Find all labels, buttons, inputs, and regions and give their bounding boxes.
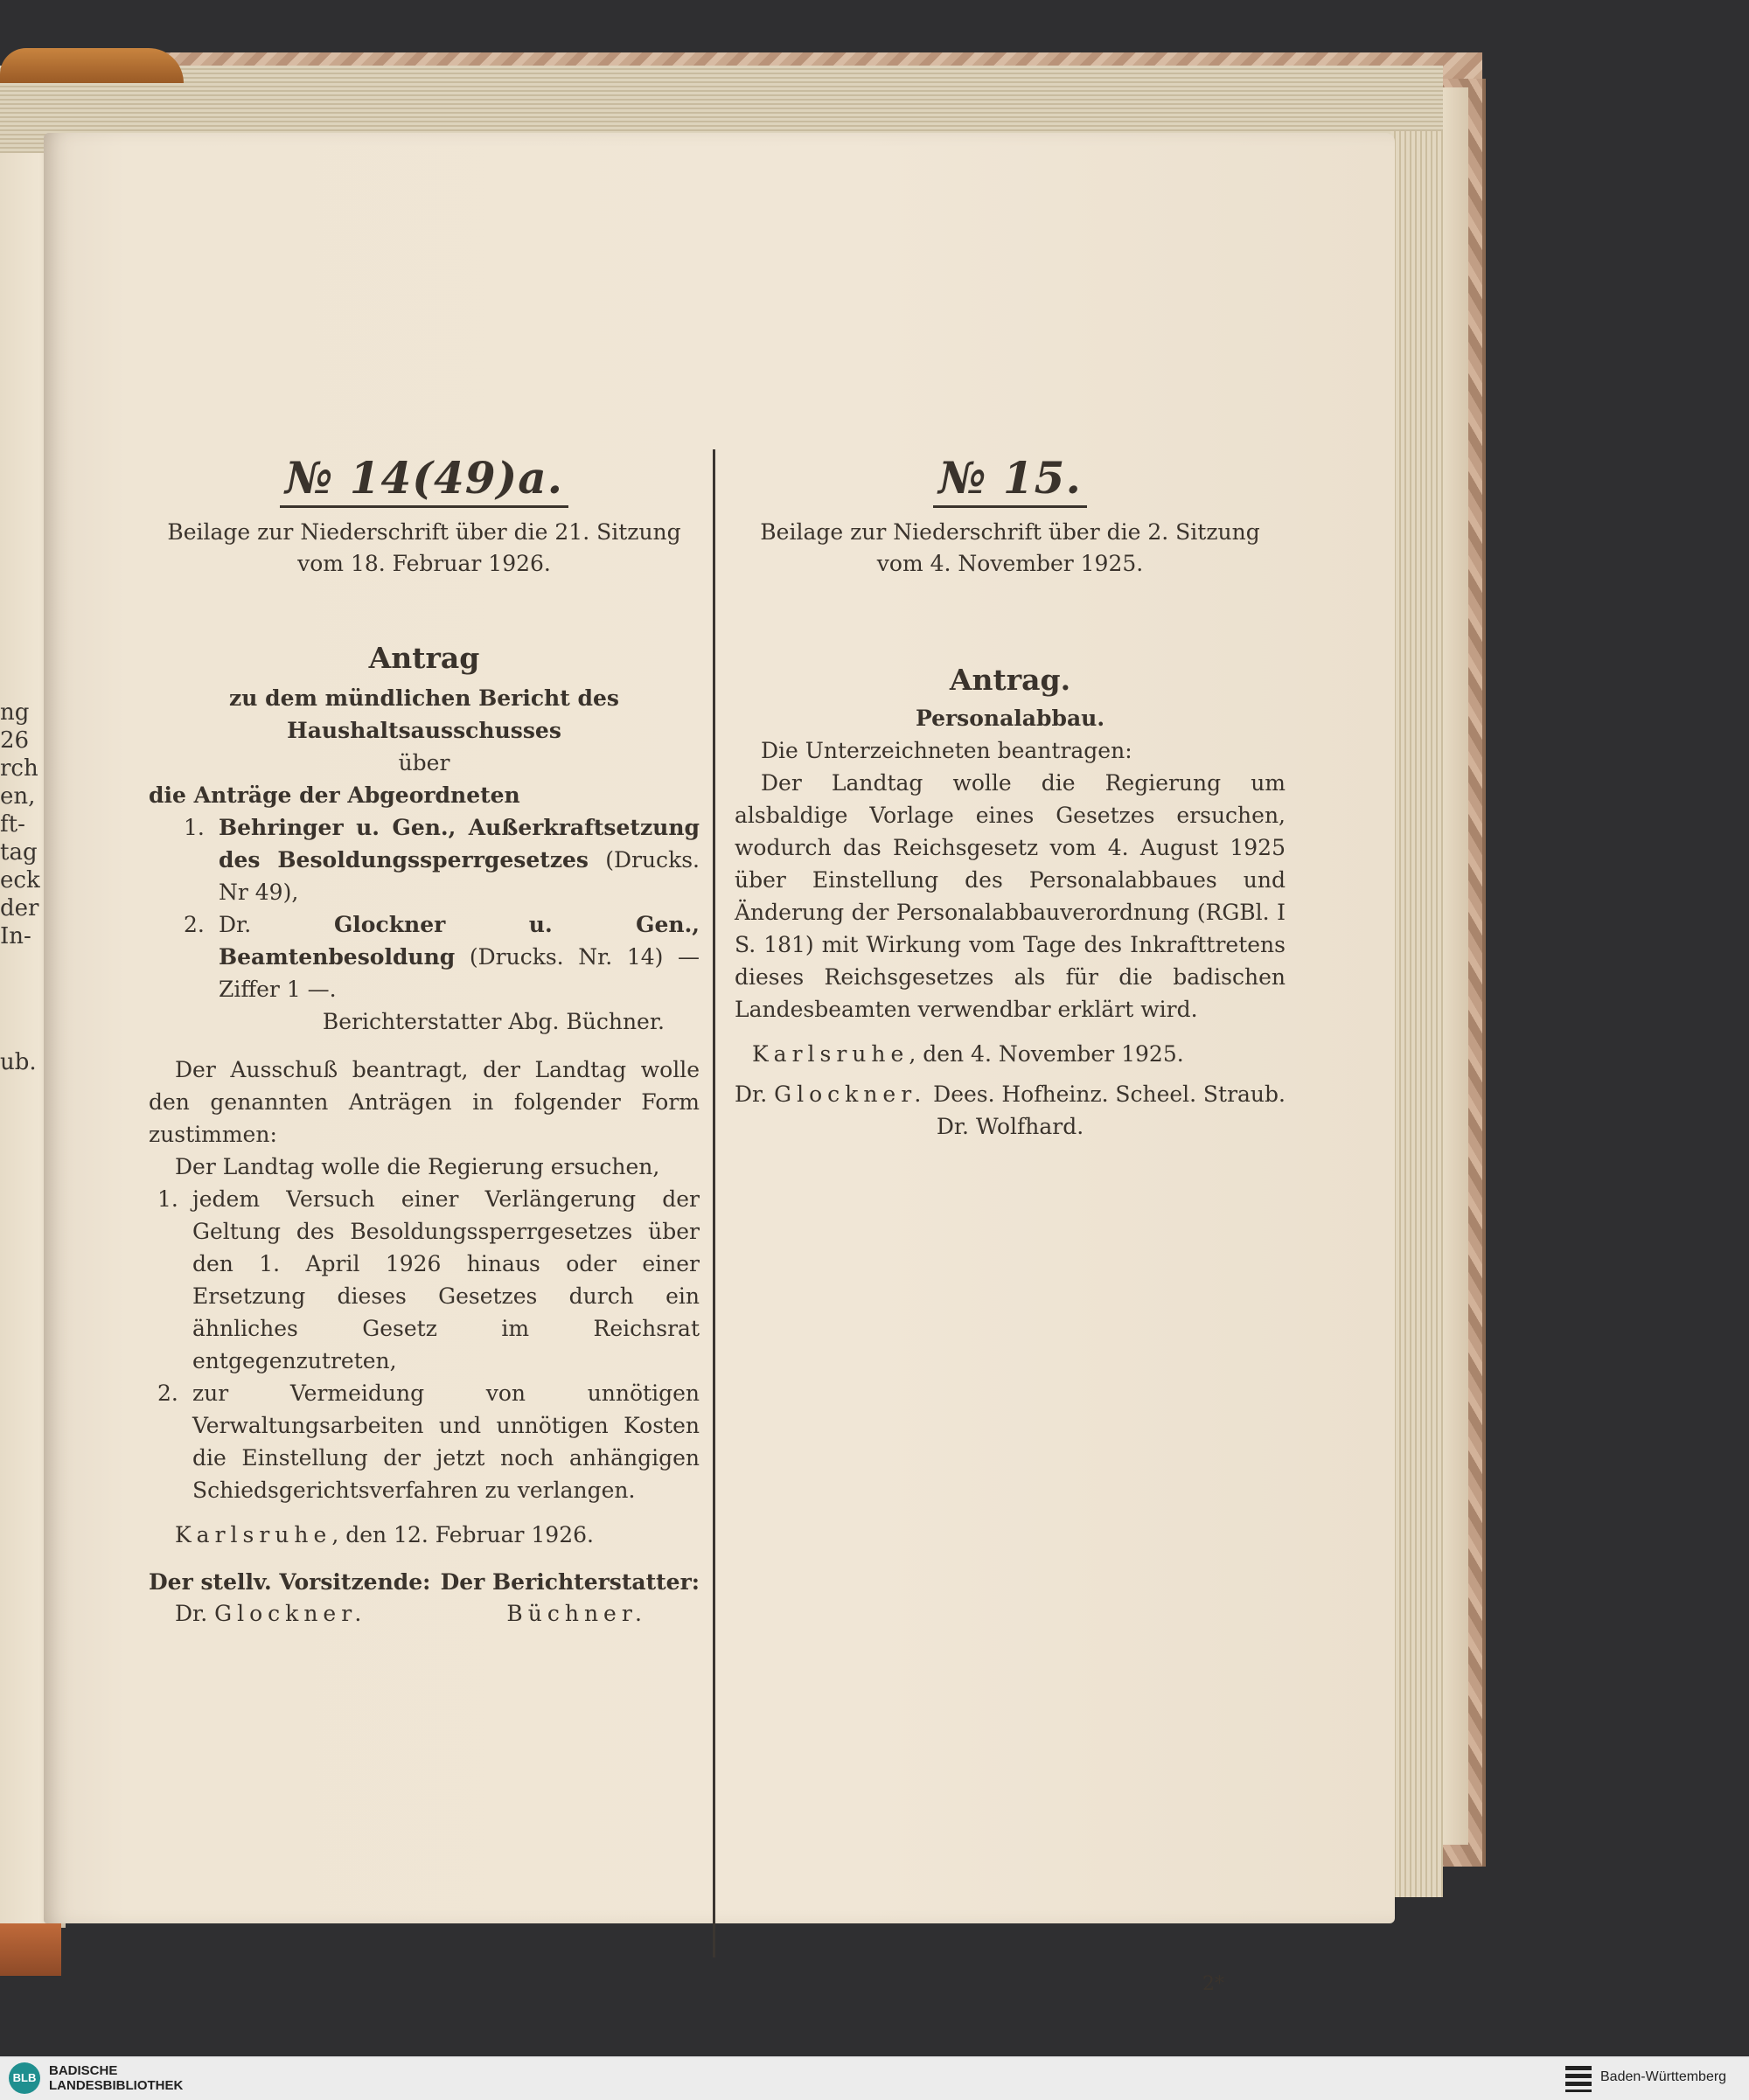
item-text xyxy=(219,908,700,1005)
page-edges-right xyxy=(1440,87,1468,1845)
subtitle-line: Beilage zur Niederschrift über die 21. Sitzung xyxy=(167,519,681,545)
paragraph: Der Landtag wolle die Regierung um alsbaldige Vorlage eines Gesetzes ersuchen, wodurch das Reichsgesetz vom 4. August 1925 über Einstellung des Personalabbaues und Änderung der Personalabbauverordnung (RGBl. I S. 181) mit Wirkung vom Tage des Inkrafttretens dieses Reichsgesetzes als für die badischen Landesbeamten verwendbar erklärt wird. xyxy=(735,770,1286,1022)
library-name-line: LANDESBIBLIOTHEK xyxy=(49,2078,184,2093)
list-item xyxy=(157,1183,700,1377)
place-date xyxy=(149,1519,700,1551)
left-page-fragment: ng xyxy=(0,699,30,726)
heading-line: zu dem mündlichen Bericht des Haushaltsausschusses xyxy=(229,685,619,743)
item-text: zur Vermeidung von unnötigen Verwaltungsarbeiten und unnötigen Kosten die Einstellung der jetzt noch anhängigen Schiedsgerichtsverfahren zu verlangen. xyxy=(192,1380,700,1503)
column-divider xyxy=(713,449,715,1957)
left-page-fragment: In- xyxy=(0,923,31,949)
document-number: № 15. xyxy=(933,452,1087,508)
item-rest: (Drucks. Nr. 14) — Ziffer 1 —. xyxy=(219,944,700,1002)
item-pre: Dr. xyxy=(219,912,334,937)
item-bold: Glockner u. Gen., Beamtenbesoldung xyxy=(219,912,700,970)
subtitle-line: Beilage zur Niederschrift über die 2. Sitzung xyxy=(760,519,1260,545)
signature-names xyxy=(149,1598,700,1630)
library-name[interactable] xyxy=(49,2063,183,2093)
signer: Straub. xyxy=(1202,1081,1286,1107)
motion-list xyxy=(149,811,700,1038)
heading-line: die Anträge der Abgeordneten xyxy=(149,782,520,808)
blb-logo-icon[interactable]: BLB xyxy=(9,2062,40,2094)
place-date xyxy=(735,1038,1286,1070)
intro-line: Die Unterzeichneten beantragen: xyxy=(761,738,1132,763)
item-text: jedem Versuch einer Verlängerung der Geltung des Besoldungssperrgesetzes über den 1. April 1926 hinaus oder einer Ersetzung dieses Gesetzes durch ein ähnliches Gesetz im Reichsrat entgegenzutreten, xyxy=(192,1186,700,1373)
topic-heading: Personalabbau. xyxy=(915,706,1105,731)
reporter-line: Berichterstatter Abg. Büchner. xyxy=(322,1009,665,1034)
list-item xyxy=(157,1377,700,1506)
left-page-fragment: der xyxy=(0,895,39,921)
date: , den 12. Februar 1926. xyxy=(331,1522,594,1547)
item-text xyxy=(219,811,700,908)
signature-title: Der stellv. Vorsitzende: xyxy=(149,1569,431,1595)
state-label[interactable]: Baden-Württemberg xyxy=(1600,2069,1727,2084)
signer: Dr. Wolfhard. xyxy=(936,1114,1084,1139)
item-number: 2. xyxy=(157,1380,178,1406)
signer xyxy=(735,1079,926,1110)
page-number: 2* xyxy=(1202,1973,1224,1995)
signers-row xyxy=(735,1079,1286,1110)
list-item xyxy=(184,811,700,908)
subtitle xyxy=(735,517,1286,580)
document-number: № 14(49)a. xyxy=(280,452,568,508)
item-number: 1. xyxy=(184,815,205,840)
subtitle-line: vom 4. November 1925. xyxy=(876,551,1144,576)
place: Karlsruhe xyxy=(752,1041,909,1067)
subtitle-line: vom 18. Februar 1926. xyxy=(297,551,551,576)
item-number: 1. xyxy=(157,1186,178,1212)
signature-title: Der Berichterstatter: xyxy=(440,1569,700,1595)
heading-line: über xyxy=(398,750,450,775)
antrag-heading: Antrag. xyxy=(949,663,1071,697)
subtitle xyxy=(149,517,700,580)
signer: Hofheinz. xyxy=(1001,1081,1109,1107)
signature-titles xyxy=(149,1567,700,1598)
name-prefix: Dr. xyxy=(735,1081,775,1107)
points-list xyxy=(149,1183,700,1506)
item-rest: (Drucks. Nr 49), xyxy=(219,847,700,905)
antrag-heading: Antrag xyxy=(368,641,480,675)
date: , den 4. November 1925. xyxy=(909,1041,1184,1067)
signer: Dees. xyxy=(933,1081,995,1107)
viewer-footer xyxy=(0,2056,1749,2100)
right-column xyxy=(735,452,1286,1143)
name: Glockner. xyxy=(774,1081,927,1107)
left-column xyxy=(149,452,700,1630)
name: Glockner. xyxy=(214,1601,367,1626)
left-page-fragment: eck xyxy=(0,867,40,894)
left-page-fragment: ub. xyxy=(0,1049,37,1075)
document-page xyxy=(44,133,1395,1995)
left-page-fragment: en, xyxy=(0,783,36,810)
left-page-fragment: tag xyxy=(0,839,38,866)
list-item xyxy=(184,908,700,1005)
page-stack-right xyxy=(1390,131,1443,1897)
paragraph: Der Landtag wolle die Regierung ersuchen, xyxy=(175,1154,660,1179)
signature-name: Büchner. xyxy=(506,1601,647,1626)
signer: Scheel. xyxy=(1115,1081,1197,1107)
item-number: 2. xyxy=(184,912,205,937)
library-name-line: BADISCHE xyxy=(49,2063,118,2078)
name-prefix: Dr. xyxy=(175,1601,215,1626)
left-page-edge xyxy=(0,1923,61,1976)
signature-name xyxy=(175,1598,366,1630)
left-page-fragment: rch xyxy=(0,755,38,782)
left-page-fragment: ft- xyxy=(0,811,25,838)
spine-fold xyxy=(0,48,184,83)
coat-of-arms-icon[interactable] xyxy=(1565,2066,1592,2092)
item-bold: Behringer u. Gen., Außerkraftsetzung des Besoldungssperrgesetzes xyxy=(219,815,700,873)
place: Karlsruhe xyxy=(175,1522,332,1547)
left-page-fragment: 26 xyxy=(0,727,30,754)
paragraph: Der Ausschuß beantragt, der Landtag wolle den genannten Anträgen in folgender Form zustimmen: xyxy=(149,1057,700,1147)
